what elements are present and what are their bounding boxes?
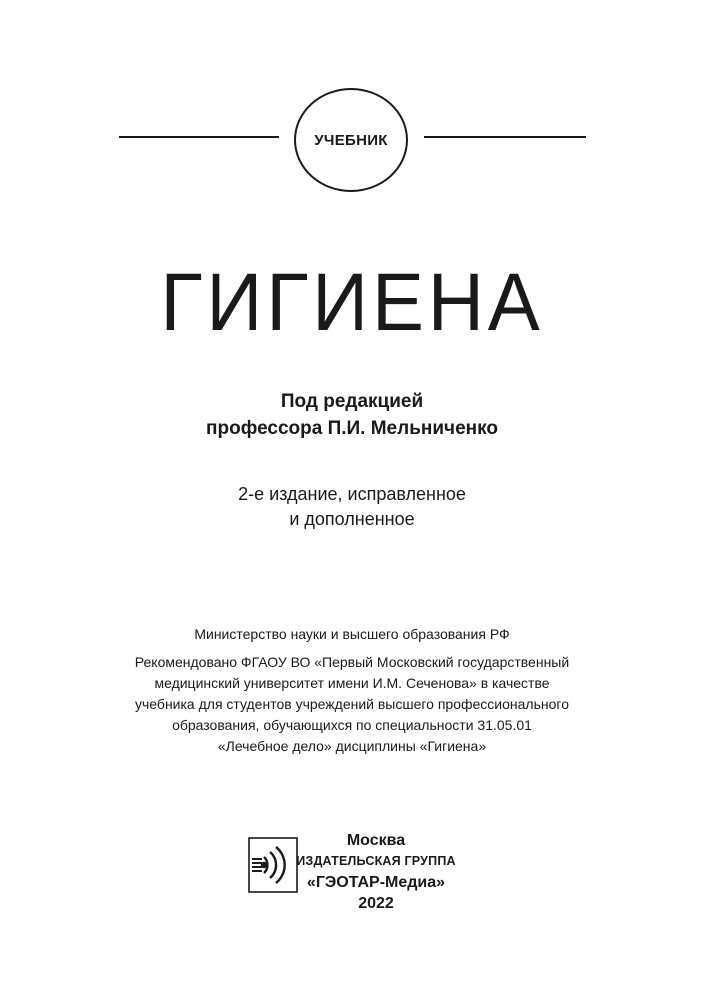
badge-label: УЧЕБНИК	[314, 131, 388, 149]
editor-block	[0, 388, 704, 442]
recommendation-line-4: образования, обучающихся по специальности 31.05.01	[172, 717, 532, 733]
publisher-city: Москва	[346, 832, 406, 849]
publisher-group: ИЗДАТЕЛЬСКАЯ ГРУППА	[296, 854, 456, 868]
book-title: ГИГИЕНА	[160, 257, 544, 348]
edition-block	[0, 482, 704, 532]
recommendation-block	[0, 652, 704, 757]
editor-line-1: Под редакцией	[280, 391, 424, 412]
decorative-rule-left	[119, 136, 279, 138]
textbook-badge	[294, 88, 408, 192]
recommendation-line-2: медицинский университет имени И.М. Сеченова» в качестве	[154, 675, 550, 691]
ministry-line: Министерство науки и высшего образования РФ	[194, 626, 510, 642]
publisher-name: «ГЭОТАР-Медиа»	[306, 874, 446, 891]
decorative-rule-right	[424, 136, 586, 138]
edition-line-1: 2-е издание, исправленное	[238, 484, 466, 504]
publication-year: 2022	[358, 895, 394, 912]
publisher-block	[286, 830, 466, 914]
editor-line-2: профессора П.И. Мельниченко	[206, 418, 498, 439]
recommendation-line-1: Рекомендовано ФГАОУ ВО «Первый Московский государственный	[134, 654, 570, 670]
recommendation-line-3: учебника для студентов учреждений высшего профессионального	[135, 696, 569, 712]
edition-line-2: и дополненное	[289, 509, 415, 529]
recommendation-line-5: «Лечебное дело» дисциплины «Гигиена»	[217, 738, 487, 754]
